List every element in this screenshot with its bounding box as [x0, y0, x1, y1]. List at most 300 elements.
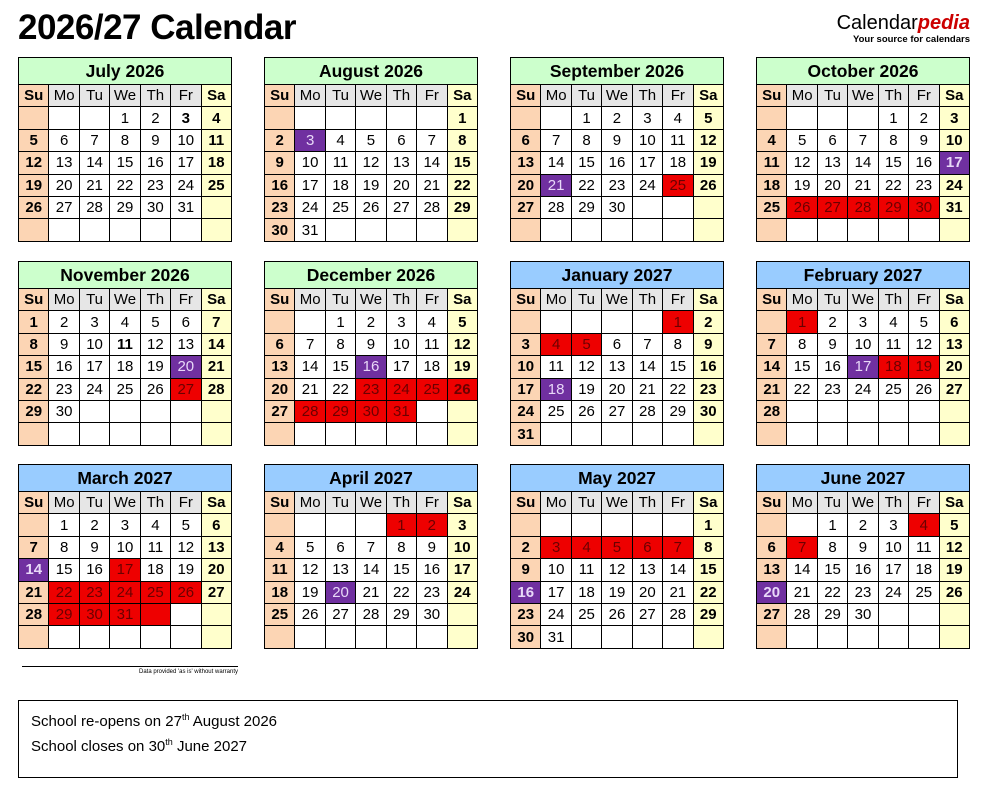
- day-cell[interactable]: 17: [848, 356, 878, 378]
- day-cell[interactable]: 3: [447, 514, 477, 536]
- day-cell[interactable]: 30: [693, 400, 723, 422]
- day-cell[interactable]: 25: [110, 378, 140, 400]
- day-cell[interactable]: 4: [909, 514, 939, 536]
- day-cell[interactable]: 18: [909, 559, 939, 581]
- day-cell[interactable]: 26: [939, 581, 969, 603]
- day-cell[interactable]: 21: [417, 174, 447, 196]
- day-cell[interactable]: 11: [140, 536, 170, 558]
- day-cell[interactable]: 2: [848, 514, 878, 536]
- day-cell[interactable]: 1: [817, 514, 847, 536]
- day-cell[interactable]: 24: [110, 581, 140, 603]
- day-cell[interactable]: 13: [757, 559, 787, 581]
- day-cell[interactable]: 15: [787, 356, 817, 378]
- day-cell[interactable]: 19: [571, 378, 601, 400]
- day-cell[interactable]: 6: [171, 311, 201, 333]
- day-cell[interactable]: 2: [909, 107, 939, 129]
- day-cell[interactable]: 29: [817, 603, 847, 625]
- day-cell[interactable]: 9: [511, 559, 541, 581]
- day-cell[interactable]: 17: [878, 559, 908, 581]
- day-cell[interactable]: 4: [757, 129, 787, 151]
- day-cell[interactable]: 26: [295, 603, 325, 625]
- day-cell[interactable]: 26: [19, 196, 49, 218]
- day-cell[interactable]: 22: [49, 581, 79, 603]
- day-cell[interactable]: 21: [356, 581, 386, 603]
- day-cell[interactable]: 8: [110, 129, 140, 151]
- day-cell[interactable]: 3: [110, 514, 140, 536]
- day-cell[interactable]: 22: [817, 581, 847, 603]
- day-cell[interactable]: 11: [909, 536, 939, 558]
- day-cell[interactable]: 26: [602, 603, 632, 625]
- day-cell[interactable]: 15: [110, 152, 140, 174]
- day-cell[interactable]: 6: [265, 333, 295, 355]
- day-cell[interactable]: 5: [939, 514, 969, 536]
- day-cell[interactable]: 13: [325, 559, 355, 581]
- day-cell[interactable]: 2: [417, 514, 447, 536]
- day-cell[interactable]: 16: [49, 356, 79, 378]
- day-cell[interactable]: 20: [171, 356, 201, 378]
- day-cell[interactable]: 6: [757, 536, 787, 558]
- day-cell[interactable]: 8: [49, 536, 79, 558]
- day-cell[interactable]: 26: [693, 174, 723, 196]
- day-cell[interactable]: 3: [878, 514, 908, 536]
- day-cell[interactable]: 22: [110, 174, 140, 196]
- day-cell[interactable]: 28: [632, 400, 662, 422]
- day-cell[interactable]: 31: [171, 196, 201, 218]
- day-cell[interactable]: 17: [447, 559, 477, 581]
- day-cell[interactable]: 9: [602, 129, 632, 151]
- day-cell[interactable]: 17: [295, 174, 325, 196]
- day-cell[interactable]: 3: [939, 107, 969, 129]
- day-cell[interactable]: 5: [909, 311, 939, 333]
- day-cell[interactable]: 24: [878, 581, 908, 603]
- day-cell[interactable]: 30: [909, 196, 939, 218]
- day-cell[interactable]: 21: [663, 581, 693, 603]
- day-cell[interactable]: 17: [79, 356, 109, 378]
- day-cell[interactable]: 16: [511, 581, 541, 603]
- day-cell[interactable]: 31: [295, 219, 325, 241]
- day-cell[interactable]: 10: [447, 536, 477, 558]
- day-cell[interactable]: 3: [511, 333, 541, 355]
- day-cell[interactable]: 12: [140, 333, 170, 355]
- day-cell[interactable]: 7: [295, 333, 325, 355]
- day-cell[interactable]: 29: [447, 196, 477, 218]
- day-cell[interactable]: 28: [356, 603, 386, 625]
- day-cell[interactable]: 18: [201, 152, 231, 174]
- day-cell[interactable]: 27: [602, 400, 632, 422]
- day-cell[interactable]: 8: [19, 333, 49, 355]
- day-cell[interactable]: 23: [417, 581, 447, 603]
- day-cell[interactable]: 14: [201, 333, 231, 355]
- day-cell[interactable]: 14: [417, 152, 447, 174]
- day-cell[interactable]: 23: [265, 196, 295, 218]
- day-cell[interactable]: 6: [602, 333, 632, 355]
- day-cell[interactable]: 11: [417, 333, 447, 355]
- day-cell[interactable]: 31: [939, 196, 969, 218]
- day-cell[interactable]: 30: [49, 400, 79, 422]
- day-cell[interactable]: 5: [19, 129, 49, 151]
- day-cell[interactable]: 26: [140, 378, 170, 400]
- day-cell[interactable]: 7: [787, 536, 817, 558]
- day-cell[interactable]: 22: [19, 378, 49, 400]
- day-cell[interactable]: 23: [49, 378, 79, 400]
- day-cell[interactable]: 13: [817, 152, 847, 174]
- day-cell[interactable]: 22: [325, 378, 355, 400]
- day-cell[interactable]: 27: [632, 603, 662, 625]
- day-cell[interactable]: 10: [295, 152, 325, 174]
- day-cell[interactable]: 27: [939, 378, 969, 400]
- day-cell[interactable]: 9: [909, 129, 939, 151]
- day-cell[interactable]: 20: [632, 581, 662, 603]
- day-cell[interactable]: 9: [49, 333, 79, 355]
- day-cell[interactable]: 30: [417, 603, 447, 625]
- day-cell[interactable]: 18: [417, 356, 447, 378]
- day-cell[interactable]: 3: [295, 129, 325, 151]
- day-cell[interactable]: 30: [265, 219, 295, 241]
- day-cell[interactable]: 12: [295, 559, 325, 581]
- day-cell[interactable]: 13: [265, 356, 295, 378]
- day-cell[interactable]: 22: [386, 581, 416, 603]
- day-cell[interactable]: 30: [848, 603, 878, 625]
- day-cell[interactable]: 13: [201, 536, 231, 558]
- day-cell[interactable]: 5: [571, 333, 601, 355]
- day-cell[interactable]: 9: [817, 333, 847, 355]
- day-cell[interactable]: 8: [663, 333, 693, 355]
- day-cell[interactable]: 15: [386, 559, 416, 581]
- day-cell[interactable]: 27: [325, 603, 355, 625]
- day-cell[interactable]: 28: [757, 400, 787, 422]
- day-cell[interactable]: 6: [939, 311, 969, 333]
- day-cell[interactable]: 12: [447, 333, 477, 355]
- day-cell[interactable]: 11: [663, 129, 693, 151]
- day-cell[interactable]: 21: [787, 581, 817, 603]
- day-cell[interactable]: 10: [939, 129, 969, 151]
- day-cell[interactable]: 14: [757, 356, 787, 378]
- day-cell[interactable]: 25: [878, 378, 908, 400]
- day-cell[interactable]: 29: [19, 400, 49, 422]
- day-cell[interactable]: 6: [325, 536, 355, 558]
- day-cell[interactable]: 16: [848, 559, 878, 581]
- day-cell[interactable]: 16: [140, 152, 170, 174]
- day-cell[interactable]: 14: [541, 152, 571, 174]
- day-cell[interactable]: 12: [787, 152, 817, 174]
- day-cell[interactable]: 31: [110, 603, 140, 625]
- day-cell[interactable]: 15: [447, 152, 477, 174]
- day-cell[interactable]: 29: [571, 196, 601, 218]
- day-cell[interactable]: 9: [356, 333, 386, 355]
- day-cell[interactable]: 16: [909, 152, 939, 174]
- day-cell[interactable]: 9: [79, 536, 109, 558]
- day-cell[interactable]: 5: [356, 129, 386, 151]
- day-cell[interactable]: 27: [757, 603, 787, 625]
- day-cell[interactable]: 29: [110, 196, 140, 218]
- day-cell[interactable]: 15: [571, 152, 601, 174]
- day-cell[interactable]: 23: [79, 581, 109, 603]
- day-cell[interactable]: 21: [632, 378, 662, 400]
- day-cell[interactable]: 12: [909, 333, 939, 355]
- day-cell[interactable]: 19: [19, 174, 49, 196]
- day-cell[interactable]: 1: [693, 514, 723, 536]
- day-cell[interactable]: 18: [757, 174, 787, 196]
- day-cell[interactable]: 24: [295, 196, 325, 218]
- day-cell[interactable]: 17: [511, 378, 541, 400]
- day-cell[interactable]: 2: [79, 514, 109, 536]
- day-cell[interactable]: 5: [171, 514, 201, 536]
- day-cell[interactable]: 8: [325, 333, 355, 355]
- day-cell[interactable]: 24: [386, 378, 416, 400]
- day-cell[interactable]: 20: [817, 174, 847, 196]
- day-cell[interactable]: 23: [909, 174, 939, 196]
- day-cell[interactable]: 20: [939, 356, 969, 378]
- day-cell[interactable]: 3: [541, 536, 571, 558]
- day-cell[interactable]: 16: [817, 356, 847, 378]
- day-cell[interactable]: 23: [602, 174, 632, 196]
- day-cell[interactable]: 20: [511, 174, 541, 196]
- day-cell[interactable]: 13: [939, 333, 969, 355]
- day-cell[interactable]: 18: [571, 581, 601, 603]
- day-cell[interactable]: 3: [848, 311, 878, 333]
- day-cell[interactable]: 7: [417, 129, 447, 151]
- day-cell[interactable]: 26: [171, 581, 201, 603]
- day-cell[interactable]: 25: [140, 581, 170, 603]
- day-cell[interactable]: 7: [201, 311, 231, 333]
- day-cell[interactable]: 8: [817, 536, 847, 558]
- day-cell[interactable]: 29: [325, 400, 355, 422]
- day-cell[interactable]: 28: [295, 400, 325, 422]
- day-cell[interactable]: 9: [693, 333, 723, 355]
- day-cell[interactable]: 1: [878, 107, 908, 129]
- day-cell[interactable]: 17: [386, 356, 416, 378]
- day-cell[interactable]: 10: [386, 333, 416, 355]
- day-cell[interactable]: 30: [140, 196, 170, 218]
- day-cell[interactable]: 11: [757, 152, 787, 174]
- day-cell[interactable]: 27: [511, 196, 541, 218]
- day-cell[interactable]: 19: [447, 356, 477, 378]
- day-cell[interactable]: 17: [939, 152, 969, 174]
- day-cell[interactable]: 8: [386, 536, 416, 558]
- day-cell[interactable]: 10: [511, 356, 541, 378]
- day-cell[interactable]: 12: [693, 129, 723, 151]
- day-cell[interactable]: 29: [693, 603, 723, 625]
- day-cell[interactable]: 24: [79, 378, 109, 400]
- day-cell[interactable]: 9: [417, 536, 447, 558]
- day-cell[interactable]: 3: [171, 107, 201, 129]
- day-cell[interactable]: 7: [632, 333, 662, 355]
- day-cell[interactable]: 7: [848, 129, 878, 151]
- day-cell[interactable]: 23: [511, 603, 541, 625]
- day-cell[interactable]: 22: [447, 174, 477, 196]
- day-cell[interactable]: 28: [19, 603, 49, 625]
- day-cell[interactable]: 25: [265, 603, 295, 625]
- day-cell[interactable]: 8: [693, 536, 723, 558]
- day-cell[interactable]: 4: [417, 311, 447, 333]
- day-cell[interactable]: 2: [49, 311, 79, 333]
- day-cell[interactable]: 2: [140, 107, 170, 129]
- day-cell[interactable]: 31: [541, 626, 571, 648]
- day-cell[interactable]: 23: [356, 378, 386, 400]
- day-cell[interactable]: 13: [386, 152, 416, 174]
- day-cell[interactable]: 14: [19, 559, 49, 581]
- day-cell[interactable]: 23: [817, 378, 847, 400]
- day-cell[interactable]: 15: [693, 559, 723, 581]
- day-cell[interactable]: 20: [602, 378, 632, 400]
- day-cell[interactable]: 1: [663, 311, 693, 333]
- day-cell[interactable]: 17: [110, 559, 140, 581]
- day-cell[interactable]: 27: [171, 378, 201, 400]
- day-cell[interactable]: 23: [693, 378, 723, 400]
- day-cell[interactable]: 15: [19, 356, 49, 378]
- day-cell[interactable]: 31: [511, 423, 541, 445]
- day-cell[interactable]: 9: [265, 152, 295, 174]
- day-cell[interactable]: 4: [110, 311, 140, 333]
- day-cell[interactable]: 14: [663, 559, 693, 581]
- day-cell[interactable]: 6: [817, 129, 847, 151]
- day-cell[interactable]: 29: [49, 603, 79, 625]
- day-cell[interactable]: 19: [693, 152, 723, 174]
- day-cell[interactable]: 19: [939, 559, 969, 581]
- day-cell[interactable]: 16: [79, 559, 109, 581]
- day-cell[interactable]: 30: [511, 626, 541, 648]
- day-cell[interactable]: 11: [878, 333, 908, 355]
- day-cell[interactable]: 24: [447, 581, 477, 603]
- day-cell[interactable]: 19: [909, 356, 939, 378]
- day-cell[interactable]: 28: [848, 196, 878, 218]
- day-cell[interactable]: 3: [79, 311, 109, 333]
- day-cell[interactable]: 7: [356, 536, 386, 558]
- day-cell[interactable]: 8: [878, 129, 908, 151]
- day-cell[interactable]: 21: [848, 174, 878, 196]
- day-cell[interactable]: 28: [417, 196, 447, 218]
- day-cell[interactable]: 25: [201, 174, 231, 196]
- day-cell[interactable]: 11: [265, 559, 295, 581]
- day-cell[interactable]: 27: [49, 196, 79, 218]
- day-cell[interactable]: 2: [511, 536, 541, 558]
- day-cell[interactable]: 4: [541, 333, 571, 355]
- day-cell[interactable]: 10: [541, 559, 571, 581]
- day-cell[interactable]: 2: [693, 311, 723, 333]
- day-cell[interactable]: 4: [663, 107, 693, 129]
- day-cell[interactable]: 19: [356, 174, 386, 196]
- day-cell[interactable]: 19: [295, 581, 325, 603]
- day-cell[interactable]: 9: [140, 129, 170, 151]
- day-cell[interactable]: 15: [49, 559, 79, 581]
- day-cell[interactable]: 14: [787, 559, 817, 581]
- day-cell[interactable]: 1: [49, 514, 79, 536]
- day-cell[interactable]: 20: [325, 581, 355, 603]
- day-cell[interactable]: 23: [848, 581, 878, 603]
- day-cell[interactable]: 7: [757, 333, 787, 355]
- day-cell[interactable]: 17: [171, 152, 201, 174]
- day-cell[interactable]: 20: [265, 378, 295, 400]
- day-cell[interactable]: 19: [787, 174, 817, 196]
- day-cell[interactable]: 20: [49, 174, 79, 196]
- day-cell[interactable]: 18: [265, 581, 295, 603]
- day-cell[interactable]: 1: [386, 514, 416, 536]
- day-cell[interactable]: 18: [878, 356, 908, 378]
- day-cell[interactable]: 6: [632, 536, 662, 558]
- day-cell[interactable]: 13: [632, 559, 662, 581]
- day-cell[interactable]: 5: [140, 311, 170, 333]
- day-cell[interactable]: 1: [110, 107, 140, 129]
- day-cell[interactable]: 24: [541, 603, 571, 625]
- day-cell[interactable]: 26: [447, 378, 477, 400]
- day-cell[interactable]: 2: [356, 311, 386, 333]
- day-cell[interactable]: 27: [817, 196, 847, 218]
- day-cell[interactable]: 18: [110, 356, 140, 378]
- day-cell[interactable]: 26: [909, 378, 939, 400]
- day-cell[interactable]: 29: [663, 400, 693, 422]
- day-cell[interactable]: 18: [541, 378, 571, 400]
- day-cell[interactable]: 11: [201, 129, 231, 151]
- day-cell[interactable]: 2: [817, 311, 847, 333]
- day-cell[interactable]: 28: [79, 196, 109, 218]
- day-cell[interactable]: 12: [171, 536, 201, 558]
- day-cell[interactable]: 7: [541, 129, 571, 151]
- day-cell[interactable]: 11: [325, 152, 355, 174]
- day-cell[interactable]: 13: [511, 152, 541, 174]
- day-cell[interactable]: 14: [848, 152, 878, 174]
- day-cell[interactable]: 24: [848, 378, 878, 400]
- day-cell[interactable]: 2: [602, 107, 632, 129]
- day-cell[interactable]: 1: [325, 311, 355, 333]
- day-cell[interactable]: 5: [447, 311, 477, 333]
- day-cell[interactable]: 20: [386, 174, 416, 196]
- day-cell[interactable]: 22: [571, 174, 601, 196]
- day-cell[interactable]: 1: [19, 311, 49, 333]
- day-cell[interactable]: 15: [817, 559, 847, 581]
- day-cell[interactable]: 27: [265, 400, 295, 422]
- day-cell[interactable]: 16: [265, 174, 295, 196]
- day-cell[interactable]: 3: [632, 107, 662, 129]
- day-cell[interactable]: 10: [848, 333, 878, 355]
- day-cell[interactable]: 4: [140, 514, 170, 536]
- day-cell[interactable]: 1: [571, 107, 601, 129]
- day-cell[interactable]: 6: [201, 514, 231, 536]
- day-cell[interactable]: 18: [663, 152, 693, 174]
- day-cell[interactable]: 2: [265, 129, 295, 151]
- day-cell[interactable]: 15: [878, 152, 908, 174]
- day-cell[interactable]: 15: [325, 356, 355, 378]
- day-cell[interactable]: 21: [541, 174, 571, 196]
- day-cell[interactable]: 16: [356, 356, 386, 378]
- day-cell[interactable]: 14: [356, 559, 386, 581]
- day-cell[interactable]: 12: [939, 536, 969, 558]
- day-cell[interactable]: 19: [171, 559, 201, 581]
- day-cell[interactable]: 25: [417, 378, 447, 400]
- day-cell[interactable]: 12: [356, 152, 386, 174]
- day-cell[interactable]: 4: [878, 311, 908, 333]
- day-cell[interactable]: 10: [79, 333, 109, 355]
- day-cell[interactable]: 1: [447, 107, 477, 129]
- day-cell[interactable]: 4: [201, 107, 231, 129]
- day-cell[interactable]: 11: [571, 559, 601, 581]
- day-cell[interactable]: 22: [693, 581, 723, 603]
- day-cell[interactable]: 13: [49, 152, 79, 174]
- day-cell[interactable]: 10: [632, 129, 662, 151]
- day-cell[interactable]: 26: [571, 400, 601, 422]
- day-cell[interactable]: 12: [19, 152, 49, 174]
- day-cell[interactable]: 11: [541, 356, 571, 378]
- day-cell[interactable]: 7: [19, 536, 49, 558]
- day-cell[interactable]: 19: [140, 356, 170, 378]
- day-cell[interactable]: 21: [19, 581, 49, 603]
- day-cell[interactable]: 30: [79, 603, 109, 625]
- day-cell[interactable]: 7: [663, 536, 693, 558]
- day-cell[interactable]: 20: [201, 559, 231, 581]
- day-cell[interactable]: 24: [939, 174, 969, 196]
- day-cell[interactable]: 24: [171, 174, 201, 196]
- day-cell[interactable]: 5: [693, 107, 723, 129]
- day-cell[interactable]: 20: [757, 581, 787, 603]
